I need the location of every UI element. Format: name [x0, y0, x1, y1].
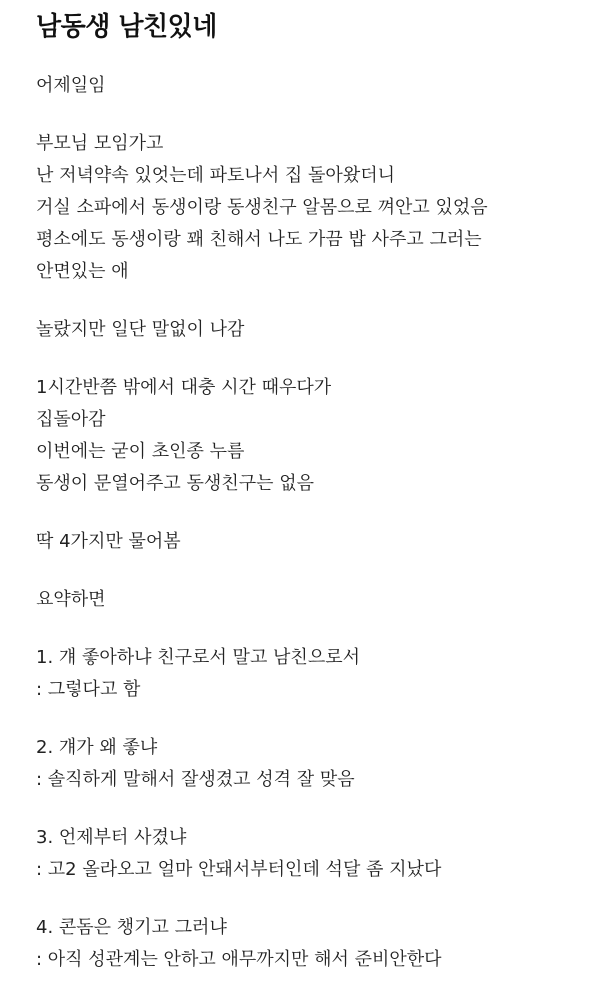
paragraph — [36, 526, 600, 558]
paragraph — [36, 822, 600, 886]
paragraph — [36, 912, 600, 976]
text-line: : 아직 성관계는 안하고 애무까지만 해서 준비안한다 — [36, 949, 442, 970]
text-line: 부모님 모임가고 — [36, 133, 164, 154]
post-title: 남동생 남친있네 — [36, 12, 217, 42]
paragraph — [36, 642, 600, 706]
text-line: 놀랐지만 일단 말없이 나감 — [36, 319, 245, 340]
text-line: 난 저녁약속 있엇는데 파토나서 집 돌아왔더니 — [36, 165, 395, 186]
text-line: 4. 콘돔은 챙기고 그러냐 — [36, 917, 227, 938]
text-line: 1. 걔 좋아하냐 친구로서 말고 남친으로서 — [36, 647, 360, 668]
text-line: 안면있는 애 — [36, 261, 129, 282]
text-line: 동생이 문열어주고 동생친구는 없음 — [36, 473, 314, 494]
text-line: 거실 소파에서 동생이랑 동생친구 알몸으로 껴안고 있었음 — [36, 197, 488, 218]
text-line: 이번에는 굳이 초인종 누름 — [36, 441, 245, 462]
paragraph — [36, 70, 600, 102]
text-line: 1시간반쯤 밖에서 대충 시간 때우다가 — [36, 377, 332, 398]
paragraph — [36, 584, 600, 616]
paragraph — [36, 372, 600, 500]
text-line: 2. 걔가 왜 좋냐 — [36, 737, 158, 758]
paragraph — [36, 732, 600, 796]
paragraph — [36, 128, 600, 288]
text-line: : 그렇다고 함 — [36, 679, 141, 700]
post-body — [36, 70, 600, 976]
text-line: 평소에도 동생이랑 꽤 친해서 나도 가끔 밥 사주고 그러는 — [36, 229, 482, 250]
text-line: : 솔직하게 말해서 잘생겼고 성격 잘 맞음 — [36, 769, 355, 790]
paragraph — [36, 314, 600, 346]
text-line: : 고2 올라오고 얼마 안돼서부터인데 석달 좀 지났다 — [36, 859, 442, 880]
text-line: 요약하면 — [36, 589, 106, 610]
text-line: 어제일임 — [36, 75, 106, 96]
text-line: 집돌아감 — [36, 409, 106, 430]
text-line: 딱 4가지만 물어봄 — [36, 531, 181, 552]
text-line: 3. 언제부터 사겼냐 — [36, 827, 187, 848]
